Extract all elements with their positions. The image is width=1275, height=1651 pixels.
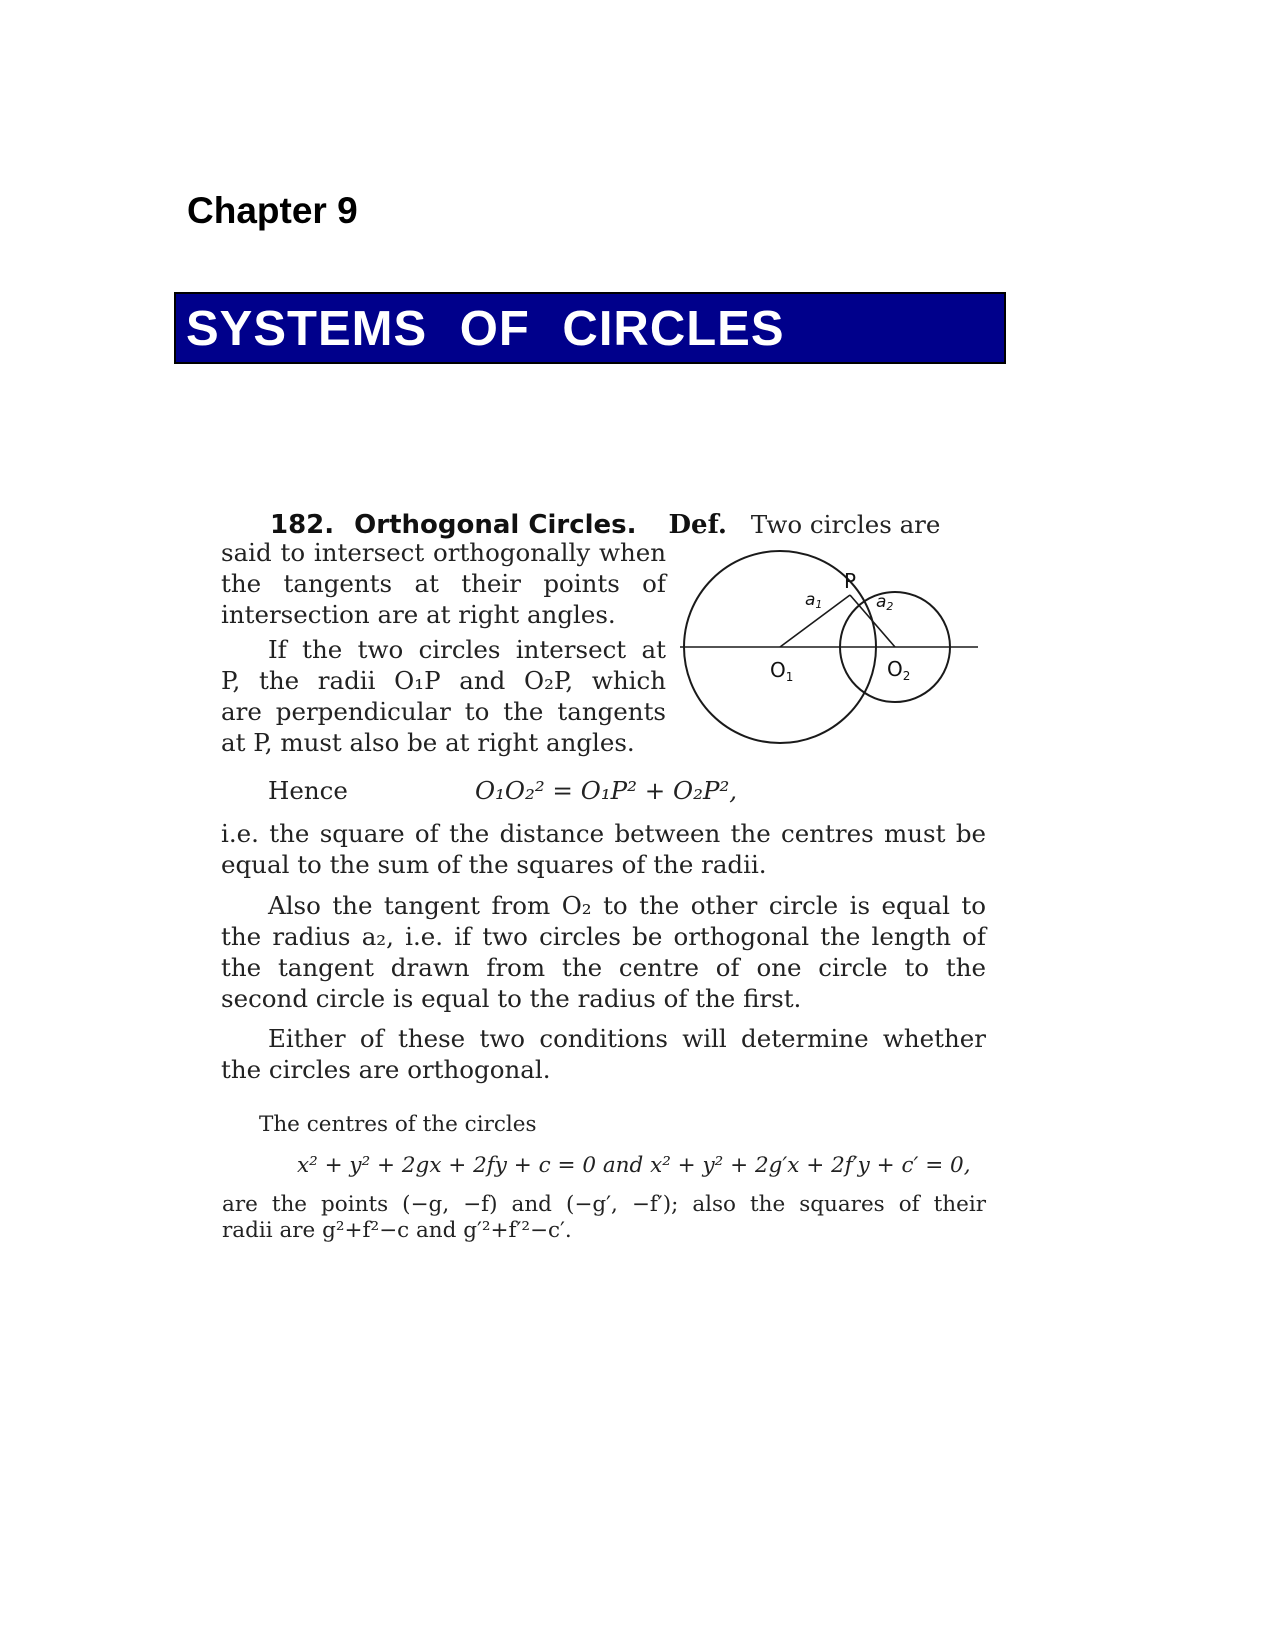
text-line: at P, must also be at right angles.	[221, 728, 635, 757]
text-line: Either of these two conditions will determine whether	[268, 1024, 986, 1053]
text-line: radii are g²+f²−c and g′²+f′²−c′.	[222, 1218, 572, 1243]
text-line: are perpendicular to the tangents	[221, 697, 666, 726]
text-line: intersection are at right angles.	[221, 600, 616, 629]
text-line: the circles are orthogonal.	[221, 1055, 551, 1084]
text-line: If the two circles intersect at	[268, 635, 666, 664]
point-p-label: P	[844, 569, 857, 593]
o1-label: $O_1$	[770, 658, 794, 684]
circle-equations: x² + y² + 2gx + 2fy + c = 0 and x² + y² + 2g′x + 2f′y + c′ = 0,	[297, 1153, 971, 1178]
o2-label: $O_2$	[887, 657, 911, 683]
definition-paragraph	[221, 537, 666, 630]
definition-lead: Two circles are	[750, 510, 941, 539]
text-line: the radius a₂, i.e. if two circles be orthogonal the length of	[221, 922, 986, 951]
definition-label: Def.	[668, 510, 727, 540]
chapter-title-banner	[174, 292, 1006, 364]
text-line: Also the tangent from O₂ to the other circle is equal to	[268, 891, 986, 920]
orthogonal-circles-figure	[680, 540, 1000, 750]
text-line: the tangents at their points of	[221, 569, 666, 598]
distance-paragraph	[221, 818, 986, 880]
hence-label: Hence	[268, 776, 348, 805]
section-number: 182.	[270, 510, 335, 540]
text-line: the tangent drawn from the centre of one circle to the	[221, 953, 986, 982]
section-title: Orthogonal Circles.	[354, 510, 637, 540]
centres-lead: The centres of the circles	[259, 1112, 537, 1137]
text-line: i.e. the square of the distance between the centres must be	[221, 819, 986, 848]
a1-label: a1	[805, 590, 823, 611]
chapter-title: SYSTEMS OF CIRCLES	[186, 302, 785, 356]
chapter-label: Chapter 9	[187, 190, 358, 231]
text-line: said to intersect orthogonally when	[221, 538, 666, 567]
radii-paragraph	[221, 634, 666, 758]
conditions-paragraph	[221, 1023, 986, 1085]
orthogonality-equation: O₁O₂² = O₁P² + O₂P²,	[475, 776, 738, 805]
text-line: are the points (−g, −f) and (−g′, −f′); also the squares of their	[222, 1192, 986, 1217]
text-line: second circle is equal to the radius of the first.	[221, 984, 802, 1013]
centres-paragraph	[222, 1192, 986, 1244]
text-line: P, the radii O₁P and O₂P, which	[221, 666, 666, 695]
text-line: equal to the sum of the squares of the radii.	[221, 850, 767, 879]
section-heading	[270, 510, 940, 540]
tangent-paragraph	[221, 890, 986, 1014]
a2-label: a2	[876, 592, 894, 613]
